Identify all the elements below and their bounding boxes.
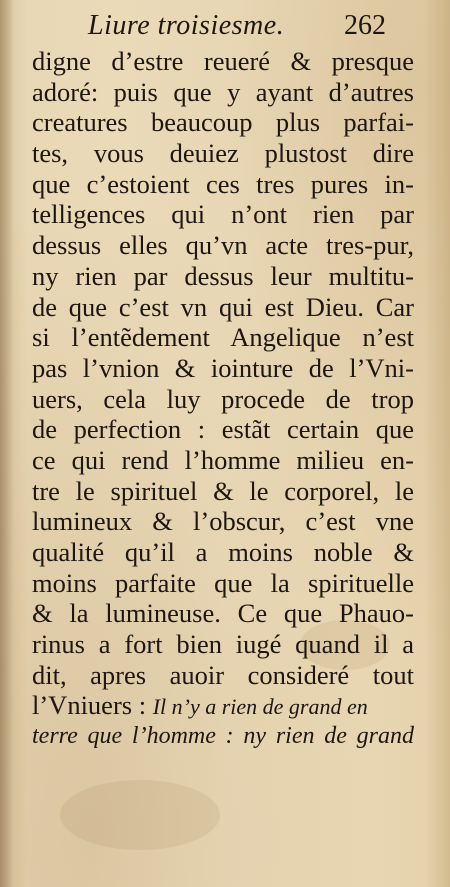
text-line: qualité qu’il a moins noble & <box>32 537 414 567</box>
text-line: & la lumineuse. Ce que Phauo- <box>32 598 414 629</box>
text-line-quote: terre que l’homme : ny rien de grand <box>32 723 414 750</box>
text-line: digne d’estre reueré & presque <box>32 46 414 76</box>
text-line: adoré: puis que y ayant d’autres <box>32 76 414 107</box>
text-line: ce qui rend l’homme milieu en- <box>32 444 414 475</box>
text-line: de perfection : estãt certain que <box>32 414 414 445</box>
text-line: tes, vous deuiez plustost dire <box>32 138 414 169</box>
running-head: Liure troisiesme. <box>88 10 285 41</box>
body-text <box>32 46 414 752</box>
text-line-quote-start <box>32 690 414 721</box>
text-line: tre le spirituel & le corporel, le <box>32 475 414 506</box>
text-line: dit, apres auoir consideré tout <box>32 659 414 690</box>
text-line: creatures beaucoup plus parfai- <box>32 107 414 138</box>
text-line: dessus elles qu’vn acte tres-pur, <box>32 230 414 261</box>
text-line: de que c’est vn qui est Dieu. Car <box>32 291 414 322</box>
quote-italic: Il n’y a rien de grand en <box>152 694 368 720</box>
paper-stain <box>60 780 220 850</box>
page-header <box>0 10 450 44</box>
text-line: ny rien par dessus leur multitu- <box>32 260 414 291</box>
gutter-shadow <box>0 0 14 887</box>
text-line: uers, cela luy procede de trop <box>32 383 414 414</box>
text-line: si l’entẽdement Angelique n’est <box>32 322 414 353</box>
text-line: que c’estoient ces tres pures in- <box>32 168 414 199</box>
text-line: rinus a fort bien iugé quand il a <box>32 629 414 660</box>
text-line: moins parfaite que la spirituelle <box>32 567 414 598</box>
page-number: 262 <box>344 10 386 41</box>
text-line: lumineux & l’obscur, c’est vne <box>32 506 414 537</box>
text-roman: l’Vniuers : <box>32 690 153 721</box>
text-line: telligences qui n’ont rien par <box>32 199 414 230</box>
text-line: pas l’vnion & iointure de l’Vni- <box>32 352 414 383</box>
